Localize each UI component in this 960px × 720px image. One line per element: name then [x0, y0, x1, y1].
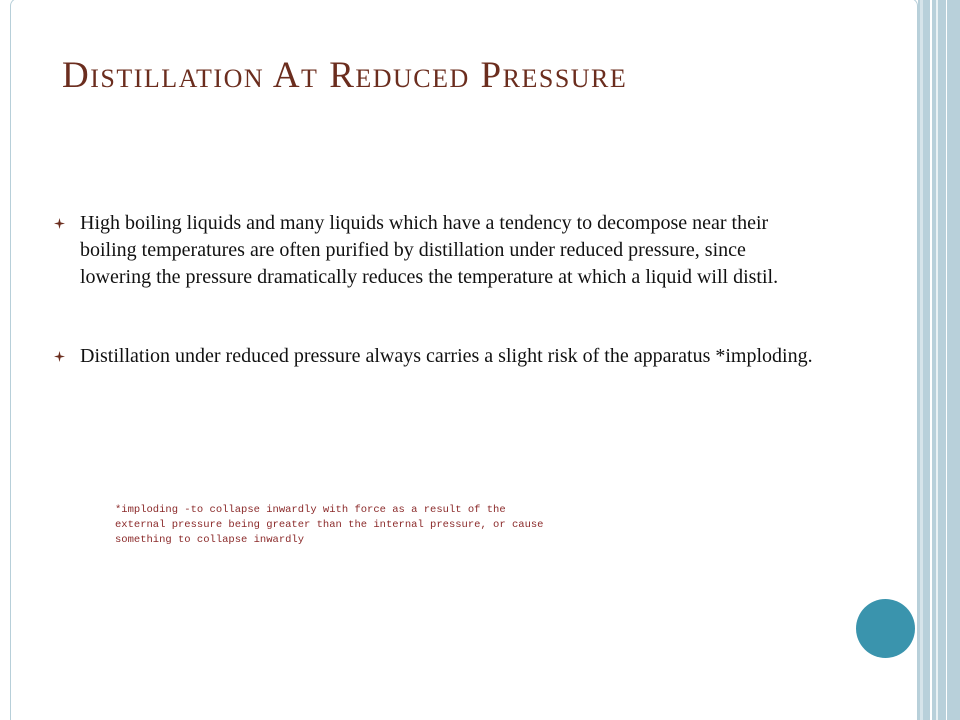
accent-stripe [920, 0, 923, 720]
bullet-list [54, 210, 814, 370]
accent-circle [856, 599, 915, 658]
four-point-star-icon [54, 218, 65, 229]
footnote: *imploding -to collapse inwardly with force as a result of the external pressure being greater than the internal pressure, or cause something to collapse inwardly [115, 504, 544, 546]
bullet-text: High boiling liquids and many liquids which have a tendency to decompose near their boiling temperatures are often purified by distillation under reduced pressure, since lowering the pressure dramatically reduces the temperature at which a liquid will distil. [80, 212, 779, 288]
right-accent-band [918, 0, 960, 720]
accent-stripe [936, 0, 938, 720]
four-point-star-icon [54, 351, 65, 362]
accent-stripe [946, 0, 947, 720]
bullet-item [54, 343, 814, 370]
slide-title: Distillation At Reduced Pressure [62, 55, 628, 96]
accent-stripe [930, 0, 932, 720]
bullet-text: Distillation under reduced pressure always carries a slight risk of the apparatus *imploding. [80, 345, 813, 367]
bullet-item [54, 210, 814, 291]
